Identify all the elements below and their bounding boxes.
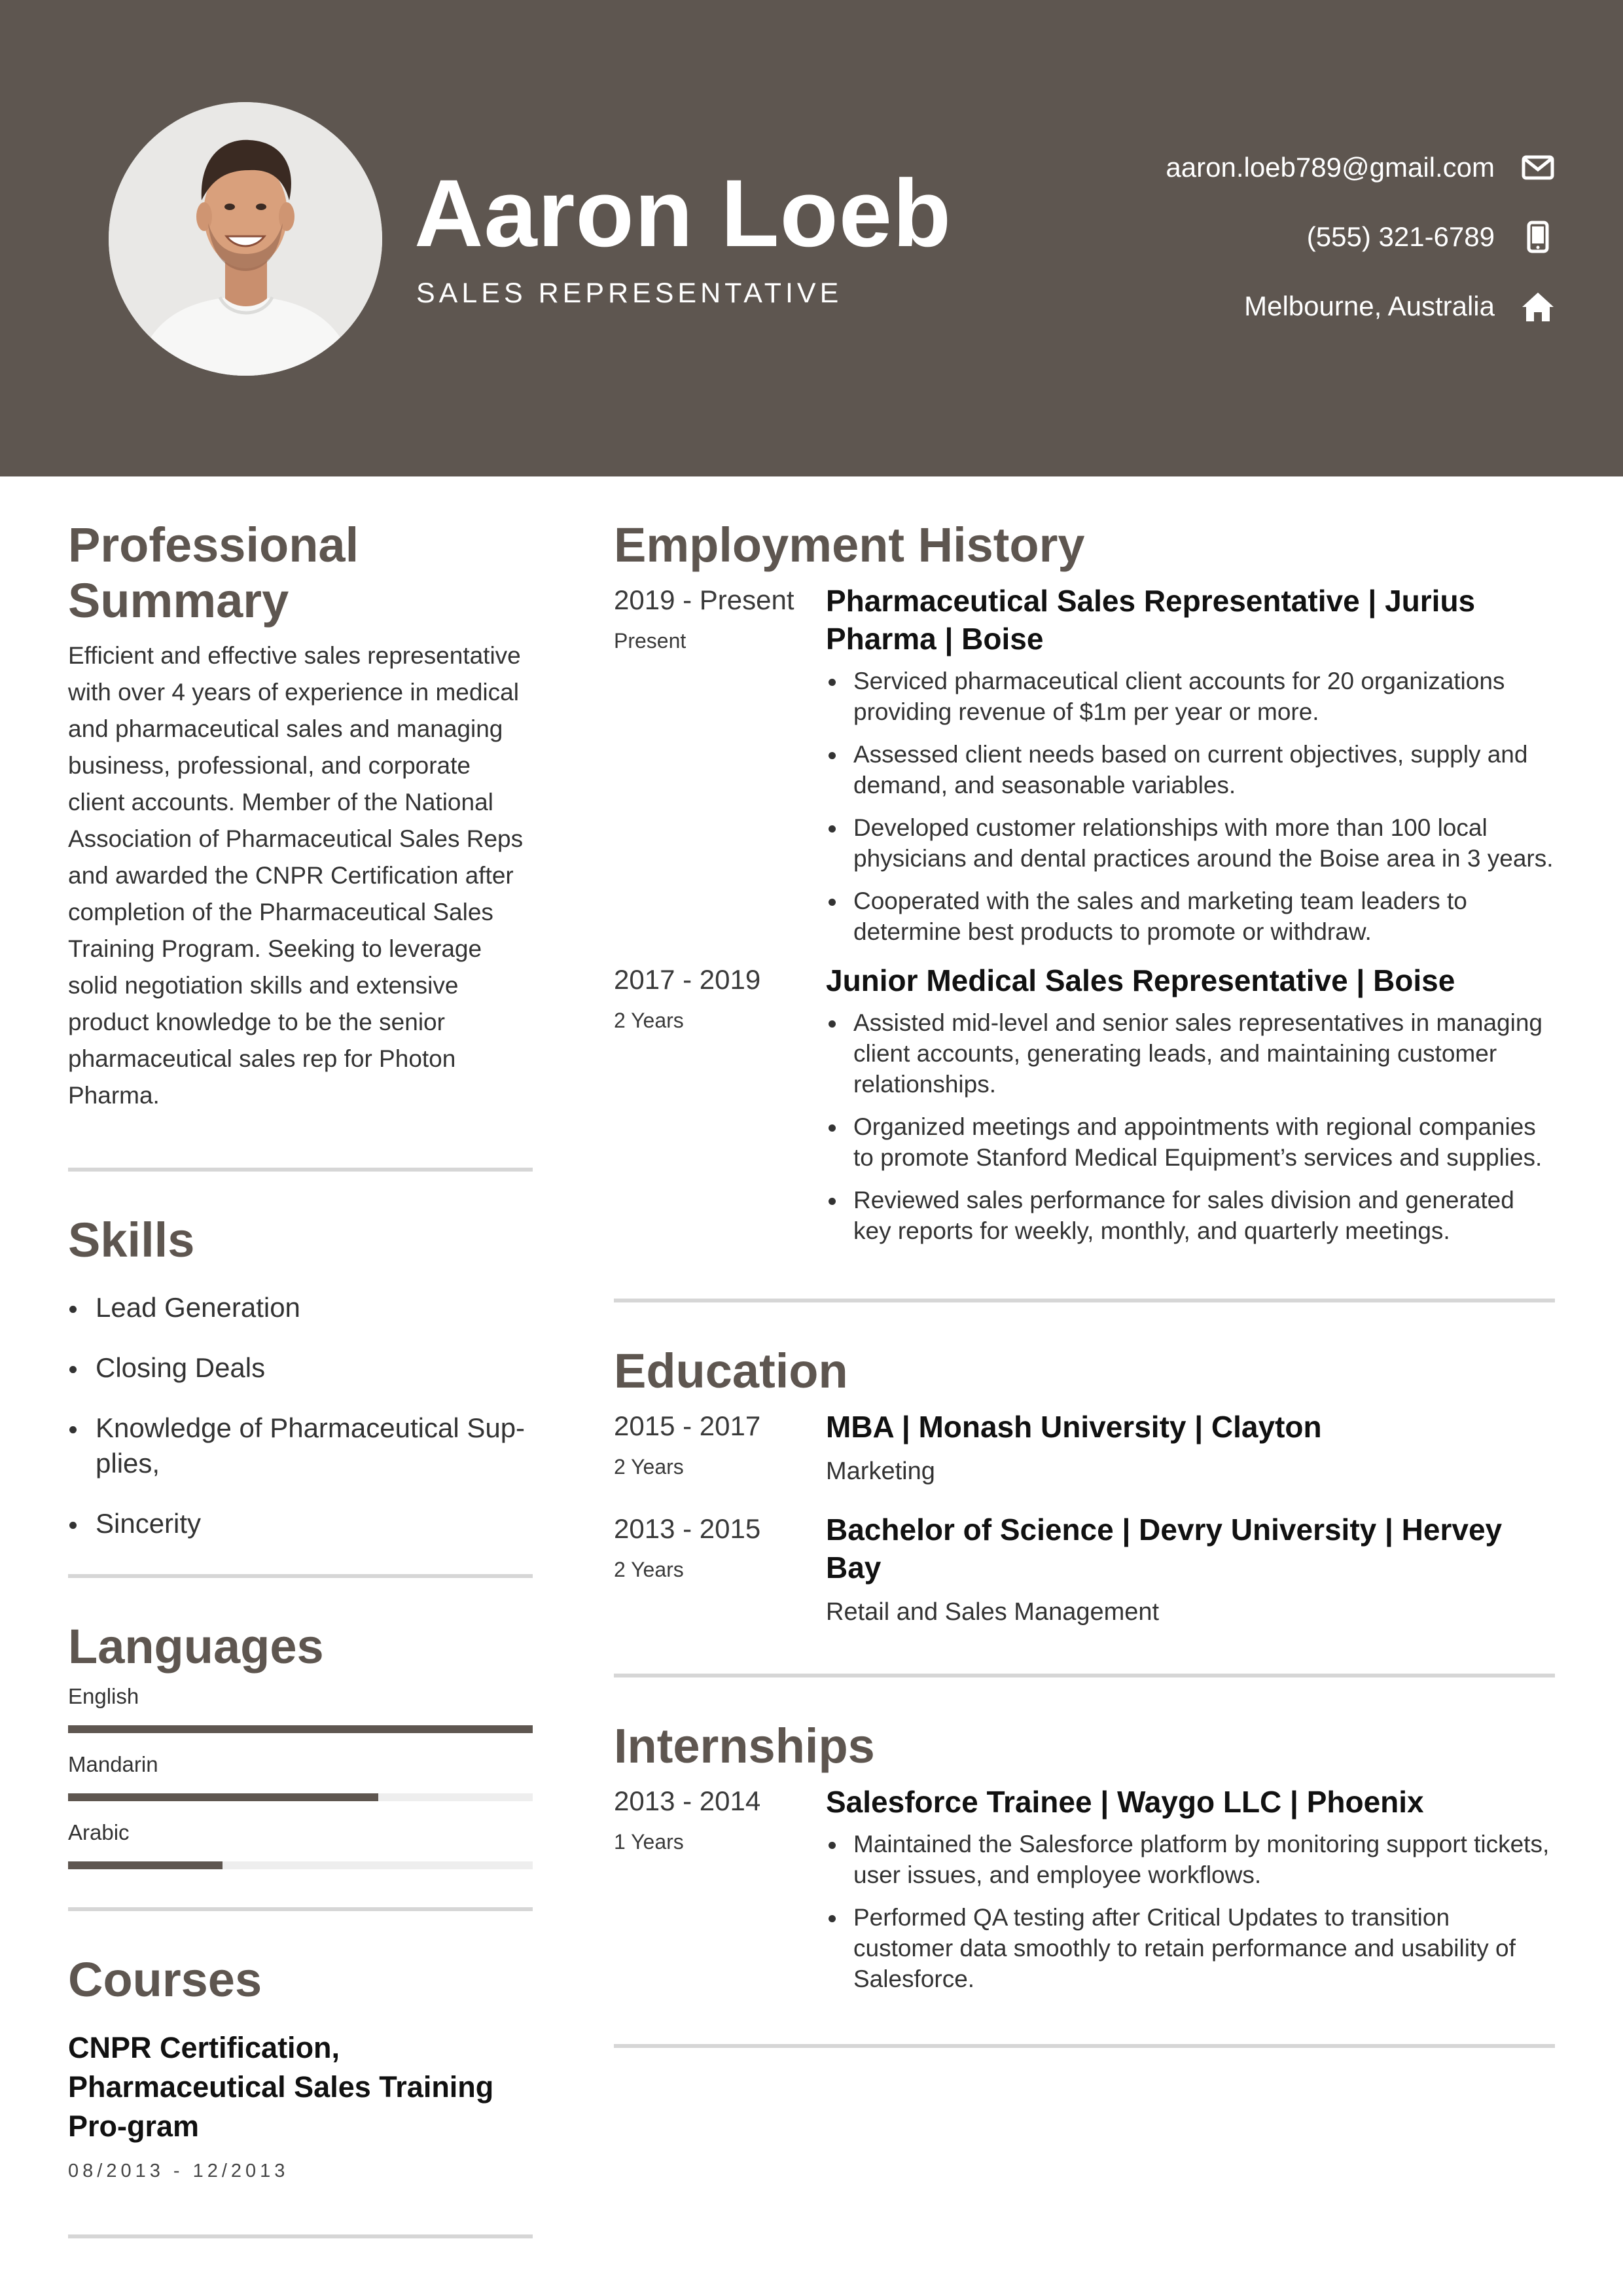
entry-dates [614,582,826,959]
degree-title: Bachelor of Science | Devry University | Hervey Bay [826,1513,1503,1585]
duration: 2 Years [614,1558,684,1582]
employment-entry [614,582,1555,959]
entry-dates [614,1511,826,1626]
email-text[interactable]: aaron.loeb789@gmail.com [1166,152,1495,183]
education-entry [614,1511,1555,1626]
section-title: Internships [614,1719,875,1774]
duration: 1 Years [614,1830,684,1854]
language-name: Mandarin [68,1752,158,1777]
responsibility-item: Organized meetings and appointments with regional companies to promote Stanford Medical Equipment’s services and supplies. [826,1111,1555,1173]
language-level-fill [68,1793,378,1801]
entry-dates [614,961,826,1258]
language-level-bar [68,1861,533,1869]
skills-section [68,1212,533,1541]
contact-location [1244,287,1556,326]
envelope-icon [1520,149,1556,186]
education-section [614,1343,1555,1626]
job-title: Junior Medical Sales Representative | Boise [826,963,1455,998]
degree-field: Marketing [826,1458,935,1486]
responsibility-list [826,666,1555,947]
phone-text[interactable]: (555) 321-6789 [1306,221,1495,252]
right-column [614,517,1555,2048]
section-title: Languages [68,1619,324,1674]
employment-history-section [614,517,1555,1258]
responsibility-item: Performed QA testing after Critical Updates to transition customer data smoothly to retain performance and usability of Salesforce. [826,1902,1555,1994]
internships-section [614,1718,1555,2006]
date-range: 2013 - 2014 [614,1785,761,1817]
language-level-bar [68,1725,533,1733]
job-title: Pharmaceutical Sales Representative | Jurius Pharma | Boise [826,584,1476,656]
entry-dates [614,1408,826,1486]
entry-body [826,1408,1555,1486]
entry-body [826,582,1555,959]
date-range: 2015 - 2017 [614,1410,761,1442]
profile-photo [109,102,382,376]
language-level-fill [68,1861,223,1869]
responsibility-list [826,1007,1555,1246]
skill-item: Sincerity [68,1506,533,1541]
section-title: Skills [68,1213,195,1268]
date-range: 2013 - 2015 [614,1513,761,1545]
responsibility-item: Reviewed sales performance for sales division and generated key reports for weekly, monthly, and quarterly meetings. [826,1185,1555,1246]
entry-dates [614,1783,826,2006]
section-title: Courses [68,1952,262,2007]
skill-item: Lead Generation [68,1290,533,1325]
entry-body [826,1783,1555,2006]
entry-body [826,1511,1555,1626]
divider [614,1674,1555,1677]
entry-body [826,961,1555,1258]
responsibility-list [826,1829,1555,1994]
languages-list [68,1681,533,1869]
section-title: Education [614,1344,848,1399]
divider [68,1574,533,1578]
contact-phone[interactable] [1307,217,1556,257]
language-item [68,1817,533,1869]
skill-item: Knowledge of Pharmaceutical Sup-plies, [68,1410,533,1481]
education-entry [614,1408,1555,1486]
responsibility-item: Developed customer relationships with more than 100 local physicians and dental practices around the Boise area in 3 years. [826,812,1555,874]
person-portrait-icon [109,102,382,376]
duration: 2 Years [614,1455,684,1479]
home-icon [1520,288,1556,325]
skills-list [68,1290,533,1541]
divider [68,2234,533,2238]
responsibility-item: Maintained the Salesforce platform by monitoring support tickets, user issues, and employee workflows. [826,1829,1555,1890]
language-item [68,1749,533,1801]
responsibility-item: Serviced pharmaceutical client accounts for 20 organizations providing revenue of $1m per year or more. [826,666,1555,727]
internship-title: Salesforce Trainee | Waygo LLC | Phoenix [826,1785,1424,1820]
language-level-bar [68,1793,533,1801]
responsibility-item: Cooperated with the sales and marketing team leaders to determine best products to promote or withdraw. [826,886,1555,947]
divider [614,1299,1555,1302]
divider [614,2044,1555,2048]
location-text: Melbourne, Australia [1244,291,1495,321]
date-range: 2017 - 2019 [614,964,761,996]
duration: 2 Years [614,1009,684,1033]
languages-section [68,1619,533,1869]
skill-item: Closing Deals [68,1350,533,1386]
degree-title: MBA | Monash University | Clayton [826,1410,1322,1444]
professional-summary-section [68,517,533,1114]
resume-header [0,0,1623,476]
left-column [68,517,533,2238]
date-range: 2019 - Present [614,584,794,616]
degree-field: Retail and Sales Management [826,1598,1160,1626]
candidate-name: Aaron Loeb [414,160,952,266]
section-title: Employment History [614,518,1085,572]
language-level-fill [68,1725,533,1733]
divider [68,1168,533,1172]
internship-entry [614,1783,1555,2006]
summary-text: Efficient and effective sales representative with over 4 years of experience in medical and pharmaceutical sales and managing business, professional, and corporate client accounts. Member of the National Association of Pharmaceutical Sales Reps and awarded the CNPR Certification after completion of the Pharmaceutical Sales Training Program. Seeking to leverage solid negotiation skills and extensive product knowledge to be the senior pharmaceutical sales rep for Photon Pharma. [68,642,524,1109]
language-name: Arabic [68,1820,130,1845]
language-name: English [68,1684,139,1709]
employment-entry [614,961,1555,1258]
section-title: Professional Summary [68,518,359,628]
responsibility-item: Assisted mid-level and senior sales representatives in managing client accounts, generating leads, and maintaining customer relationships. [826,1007,1555,1100]
divider [68,1907,533,1911]
contact-email[interactable] [1166,148,1556,187]
course-name: CNPR Certification, Pharmaceutical Sales Training Pro-gram [68,2031,494,2144]
course-dates: 08/2013 - 12/2013 [68,2161,289,2182]
courses-section [68,1952,533,2182]
responsibility-item: Assessed client needs based on current objectives, supply and demand, and seasonable variables. [826,739,1555,800]
duration: Present [614,629,687,653]
candidate-role: SALES REPRESENTATIVE [416,278,843,309]
language-item [68,1681,533,1733]
mobile-phone-icon [1520,219,1556,255]
